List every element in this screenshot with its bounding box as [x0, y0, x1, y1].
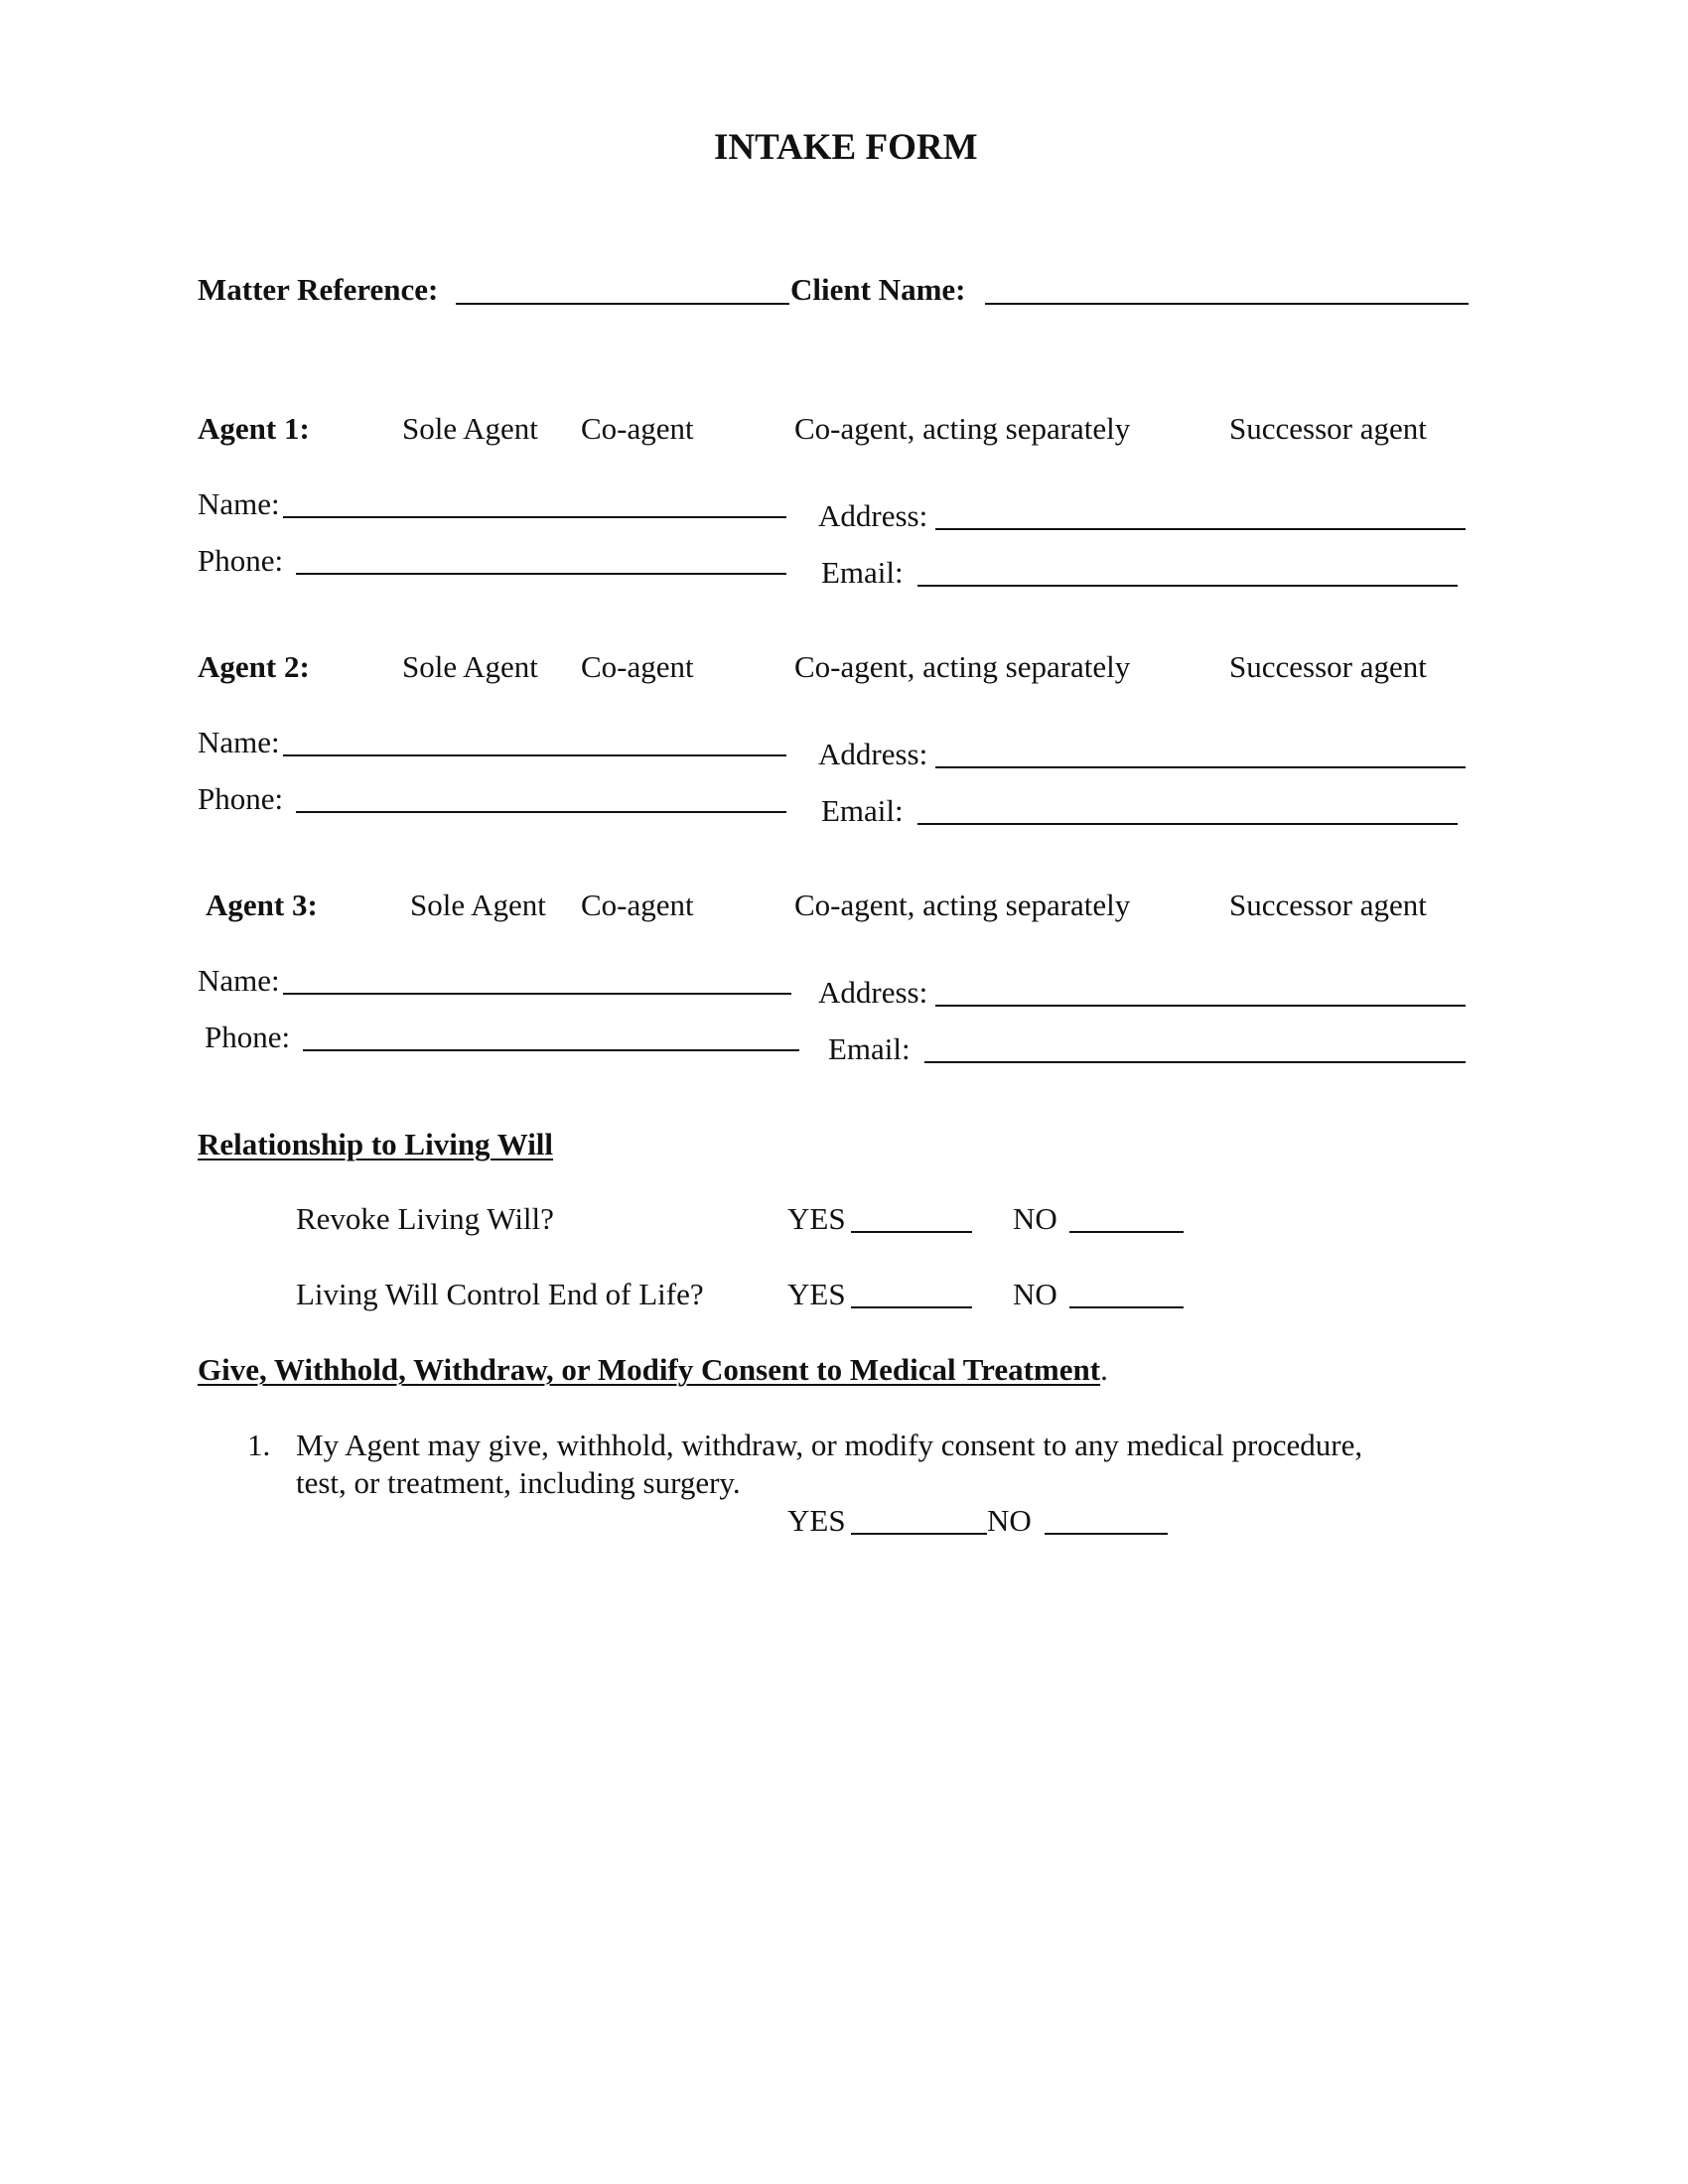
- revoke-living-will-yes-label: YES: [787, 1201, 846, 1236]
- agent-3-label: Agent 3:: [206, 887, 318, 922]
- agent-3-phone-field[interactable]: [303, 1049, 799, 1051]
- agent-3-option-co-agent[interactable]: Co-agent: [581, 887, 694, 922]
- agent-1-email-field[interactable]: [917, 585, 1458, 587]
- agent-1-option-co-agent-separately[interactable]: Co-agent, acting separately: [794, 411, 1131, 446]
- consent-yes-field[interactable]: [851, 1533, 987, 1535]
- consent-no-field[interactable]: [1045, 1533, 1168, 1535]
- matter-reference-field[interactable]: [456, 303, 789, 305]
- consent-no-label: NO: [987, 1503, 1032, 1538]
- agent-1-label: Agent 1:: [198, 411, 310, 446]
- agent-1-address-field[interactable]: [935, 528, 1466, 530]
- agent-2-email-label: Email:: [821, 793, 904, 828]
- agent-3-option-sole-agent[interactable]: Sole Agent: [410, 887, 546, 922]
- agent-3-address-label: Address:: [818, 975, 928, 1010]
- agent-2-name-label: Name:: [198, 725, 280, 759]
- consent-item-text-line2: test, or treatment, including surgery.: [296, 1465, 741, 1500]
- revoke-living-will-question: Revoke Living Will?: [296, 1201, 554, 1236]
- agent-3-name-label: Name:: [198, 963, 280, 998]
- agent-3-option-co-agent-separately[interactable]: Co-agent, acting separately: [794, 887, 1131, 922]
- agent-1-name-field[interactable]: [283, 516, 786, 518]
- living-will-heading: Relationship to Living Will: [198, 1127, 554, 1161]
- agent-1-option-sole-agent[interactable]: Sole Agent: [402, 411, 538, 446]
- living-will-control-no-label: NO: [1013, 1277, 1057, 1311]
- agent-1-name-label: Name:: [198, 486, 280, 521]
- agent-1-option-co-agent[interactable]: Co-agent: [581, 411, 694, 446]
- agent-3-phone-label: Phone:: [205, 1020, 291, 1054]
- consent-yes-label: YES: [787, 1503, 846, 1538]
- consent-heading-period: .: [1100, 1352, 1108, 1387]
- agent-1-address-label: Address:: [818, 498, 928, 533]
- agent-2-option-sole-agent[interactable]: Sole Agent: [402, 649, 538, 684]
- agent-2-address-label: Address:: [818, 737, 928, 771]
- agent-2-phone-field[interactable]: [296, 811, 786, 813]
- consent-item-text-line1: My Agent may give, withhold, withdraw, or modify consent to any medical procedure,: [296, 1428, 1363, 1462]
- client-name-label: Client Name:: [790, 272, 966, 307]
- living-will-control-question: Living Will Control End of Life?: [296, 1277, 704, 1311]
- agent-1-phone-label: Phone:: [198, 543, 284, 578]
- client-name-field[interactable]: [985, 303, 1469, 305]
- consent-item-number: 1.: [247, 1428, 271, 1462]
- agent-1-email-label: Email:: [821, 555, 904, 590]
- agent-2-email-field[interactable]: [917, 823, 1458, 825]
- consent-heading-row: [198, 1352, 1108, 1388]
- matter-reference-label: Matter Reference:: [198, 272, 439, 307]
- agent-1-phone-field[interactable]: [296, 573, 786, 575]
- living-will-control-yes-field[interactable]: [851, 1306, 972, 1308]
- agent-2-name-field[interactable]: [283, 754, 786, 756]
- agent-3-address-field[interactable]: [935, 1005, 1466, 1007]
- agent-2-label: Agent 2:: [198, 649, 310, 684]
- agent-1-option-successor-agent[interactable]: Successor agent: [1229, 411, 1427, 446]
- agent-3-email-label: Email:: [828, 1031, 911, 1066]
- agent-2-phone-label: Phone:: [198, 781, 284, 816]
- agent-3-name-field[interactable]: [283, 993, 791, 995]
- agent-2-option-co-agent-separately[interactable]: Co-agent, acting separately: [794, 649, 1131, 684]
- revoke-living-will-yes-field[interactable]: [851, 1231, 972, 1233]
- agent-3-email-field[interactable]: [924, 1061, 1466, 1063]
- revoke-living-will-no-field[interactable]: [1069, 1231, 1184, 1233]
- revoke-living-will-no-label: NO: [1013, 1201, 1057, 1236]
- agent-2-option-successor-agent[interactable]: Successor agent: [1229, 649, 1427, 684]
- living-will-control-yes-label: YES: [787, 1277, 846, 1311]
- agent-2-address-field[interactable]: [935, 766, 1466, 768]
- agent-3-option-successor-agent[interactable]: Successor agent: [1229, 887, 1427, 922]
- living-will-control-no-field[interactable]: [1069, 1306, 1184, 1308]
- page-title: INTAKE FORM: [714, 127, 978, 168]
- consent-heading: Give, Withhold, Withdraw, or Modify Consent to Medical Treatment: [198, 1352, 1101, 1387]
- agent-2-option-co-agent[interactable]: Co-agent: [581, 649, 694, 684]
